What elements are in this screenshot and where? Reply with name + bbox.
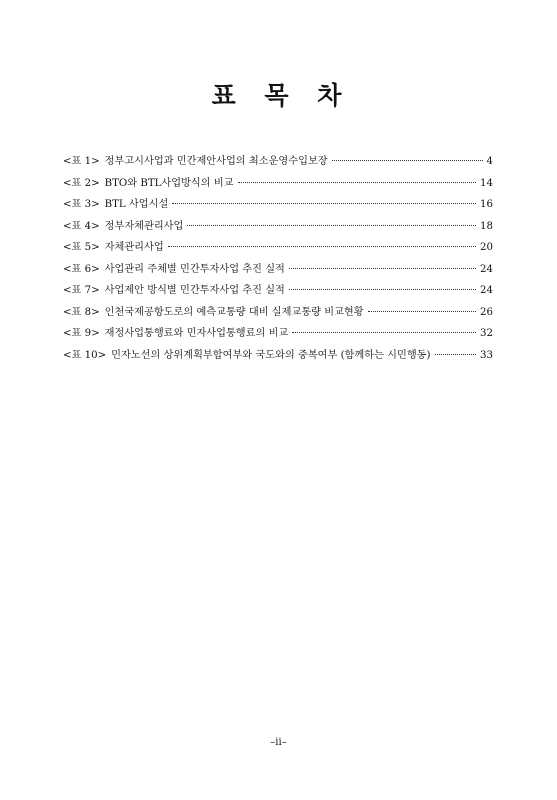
toc-leader-dots — [332, 160, 483, 161]
toc-entry-page: 18 — [480, 220, 493, 232]
toc-leader-dots — [168, 246, 476, 247]
toc-entry-title: 인천국제공항도로의 예측교통량 대비 실제교통량 비교현황 — [104, 306, 364, 318]
toc-entry-page: 20 — [480, 242, 493, 253]
toc-leader-dots — [238, 182, 477, 183]
toc-entry-title: 정부자체관리사업 — [104, 220, 184, 232]
toc-entry-page: 33 — [480, 349, 493, 361]
page-number: –ii– — [270, 737, 287, 748]
toc-entry-page: 24 — [480, 263, 493, 275]
toc-entry-title: 사업관리 주체별 민간투자사업 추진 실적 — [104, 263, 285, 275]
toc-entry-label: <표 1> — [63, 156, 100, 167]
toc-entry-page: 24 — [480, 285, 493, 296]
toc-entry — [63, 238, 493, 260]
toc-entry-page: 4 — [486, 156, 493, 167]
toc-entry-page: 16 — [480, 199, 493, 210]
toc-entry-title: 민자노선의 상위계획부합여부와 국도와의 중복여부 (함께하는 시민행동) — [111, 349, 431, 361]
toc-entry — [63, 174, 493, 196]
toc-entry-title: 재정사업통행료와 민자사업통행료의 비교 — [104, 328, 289, 339]
toc-leader-dots — [172, 203, 476, 204]
toc-entry — [63, 217, 493, 239]
toc-leader-dots — [187, 225, 476, 226]
toc-entry-label: <표 3> — [63, 199, 100, 210]
toc-leader-dots — [289, 289, 476, 290]
toc-leader-dots — [292, 332, 476, 333]
toc-entry — [63, 152, 493, 174]
toc-entry — [63, 195, 493, 217]
toc-entry-title: BTO와 BTL사업방식의 비교 — [104, 177, 234, 189]
toc-entry-label: <표 7> — [63, 285, 100, 296]
toc-entry — [63, 303, 493, 325]
toc-entry — [63, 260, 493, 282]
toc-entry-page: 32 — [480, 328, 493, 339]
toc-leader-dots — [289, 268, 476, 269]
toc-entry — [63, 346, 493, 368]
toc-entry-title: BTL 사업시설 — [104, 199, 169, 210]
toc-entry-label: <표 5> — [63, 242, 100, 253]
toc-entry-label: <표 2> — [63, 177, 100, 189]
toc-entry-page: 14 — [480, 177, 493, 189]
toc-entry-label: <표 4> — [63, 220, 100, 232]
toc-entry-label: <표 6> — [63, 263, 100, 275]
toc-entry — [63, 324, 493, 346]
toc-entry — [63, 281, 493, 303]
toc-entry-page: 26 — [480, 306, 493, 318]
toc-entry-label: <표 10> — [63, 349, 107, 361]
toc-leader-dots — [368, 311, 476, 312]
toc-leader-dots — [435, 354, 477, 355]
toc-entry-title: 정부고시사업과 민간제안사업의 최소운영수입보장 — [104, 156, 328, 167]
page-title: 표 목 차 — [211, 81, 346, 110]
toc-entry-title: 자체관리사업 — [104, 242, 164, 253]
toc-entry-label: <표 9> — [63, 328, 100, 339]
toc-entry-title: 사업제안 방식별 민간투자사업 추진 실적 — [104, 285, 285, 296]
toc-entry-label: <표 8> — [63, 306, 100, 318]
table-of-contents — [63, 152, 493, 367]
